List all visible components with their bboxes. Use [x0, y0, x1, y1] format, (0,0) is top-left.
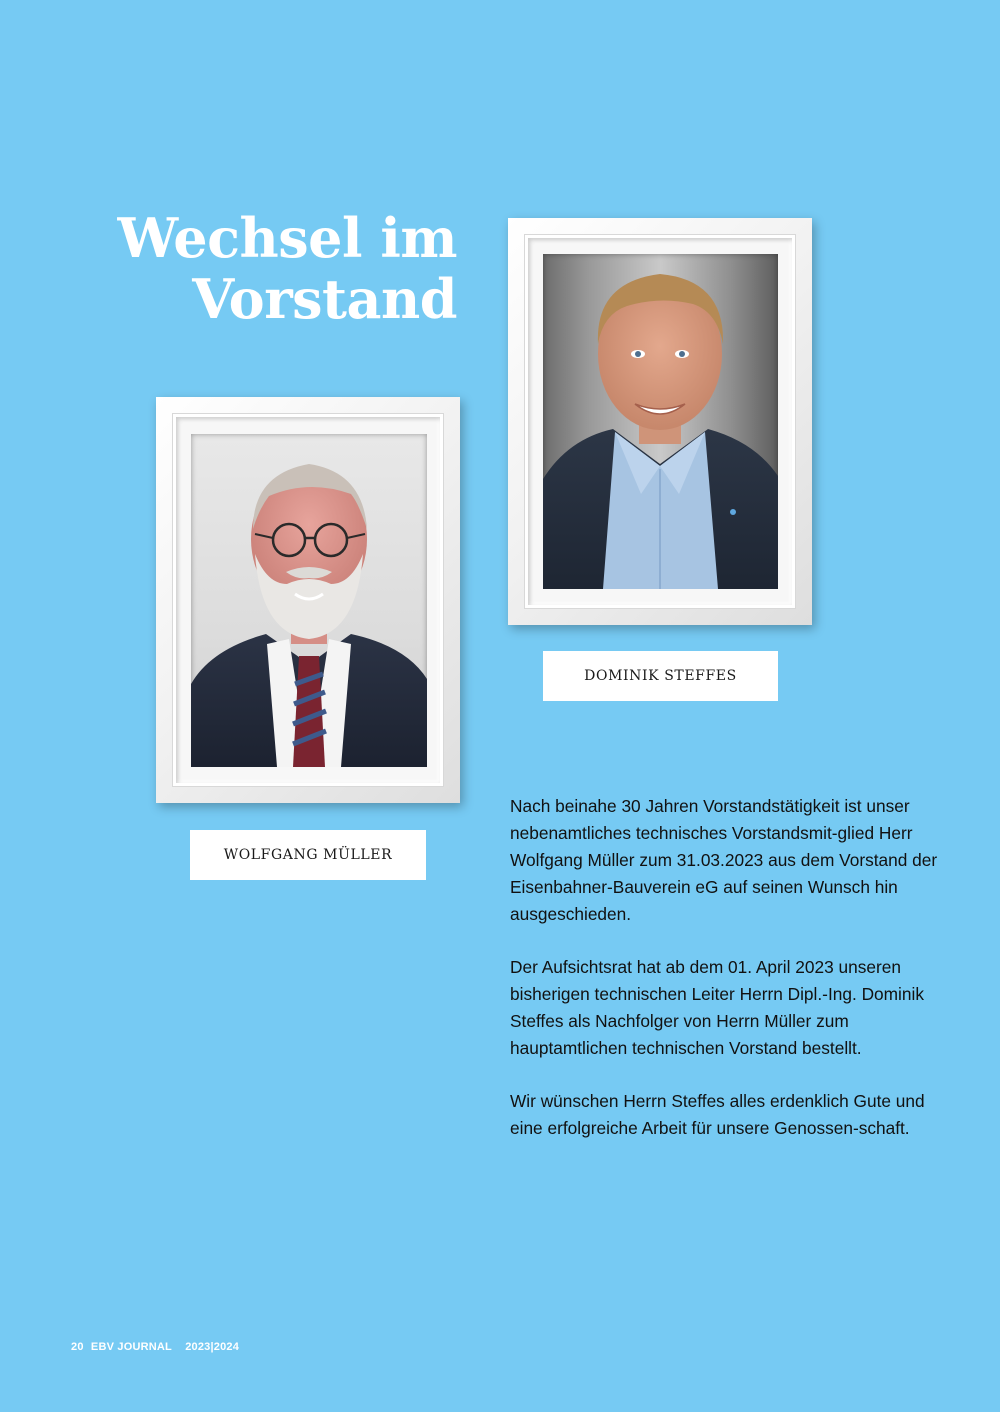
title-line-1: Wechsel im: [117, 206, 457, 270]
portrait-frame-wolfgang-mueller: [156, 397, 460, 803]
publication-year: 2023|2024: [185, 1341, 240, 1353]
publication-name: EBV JOURNAL: [90, 1341, 172, 1353]
page-number: 20: [71, 1341, 84, 1353]
page-title: [100, 208, 457, 330]
portrait-frame-dominik-steffes: [508, 218, 812, 625]
page-footer: [71, 1341, 239, 1353]
article-body: [510, 793, 950, 1168]
paragraph-1: Nach beinahe 30 Jahren Vorstandstätigkeit ist unser nebenamtliches technisches Vorstandsmit-glied Herr Wolfgang Müller zum 31.03.2023 aus dem Vorstand der Eisenbahner-Bauverein eG auf seinen Wunsch hin ausgeschieden.: [510, 796, 938, 924]
portrait-photo-dominik-steffes: [543, 254, 778, 589]
paragraph-2: Der Aufsichtsrat hat ab dem 01. April 2023 unseren bisherigen technischen Leiter Herrn Dipl.-Ing. Dominik Steffes als Nachfolger von Herrn Müller zum hauptamtlichen technischen Vorstand bestellt.: [510, 957, 924, 1058]
name-label-wolfgang-mueller: WOLFGANG MÜLLER: [190, 830, 426, 880]
portrait-illustration: [543, 254, 778, 589]
portrait-illustration: [191, 434, 427, 767]
portrait-photo-wolfgang-mueller: [191, 434, 427, 767]
paragraph-3: Wir wünschen Herrn Steffes alles erdenklich Gute und eine erfolgreiche Arbeit für unsere Genossen-schaft.: [510, 1091, 925, 1138]
name-label-dominik-steffes: DOMINIK STEFFES: [543, 651, 778, 701]
title-line-2: Vorstand: [192, 267, 457, 331]
